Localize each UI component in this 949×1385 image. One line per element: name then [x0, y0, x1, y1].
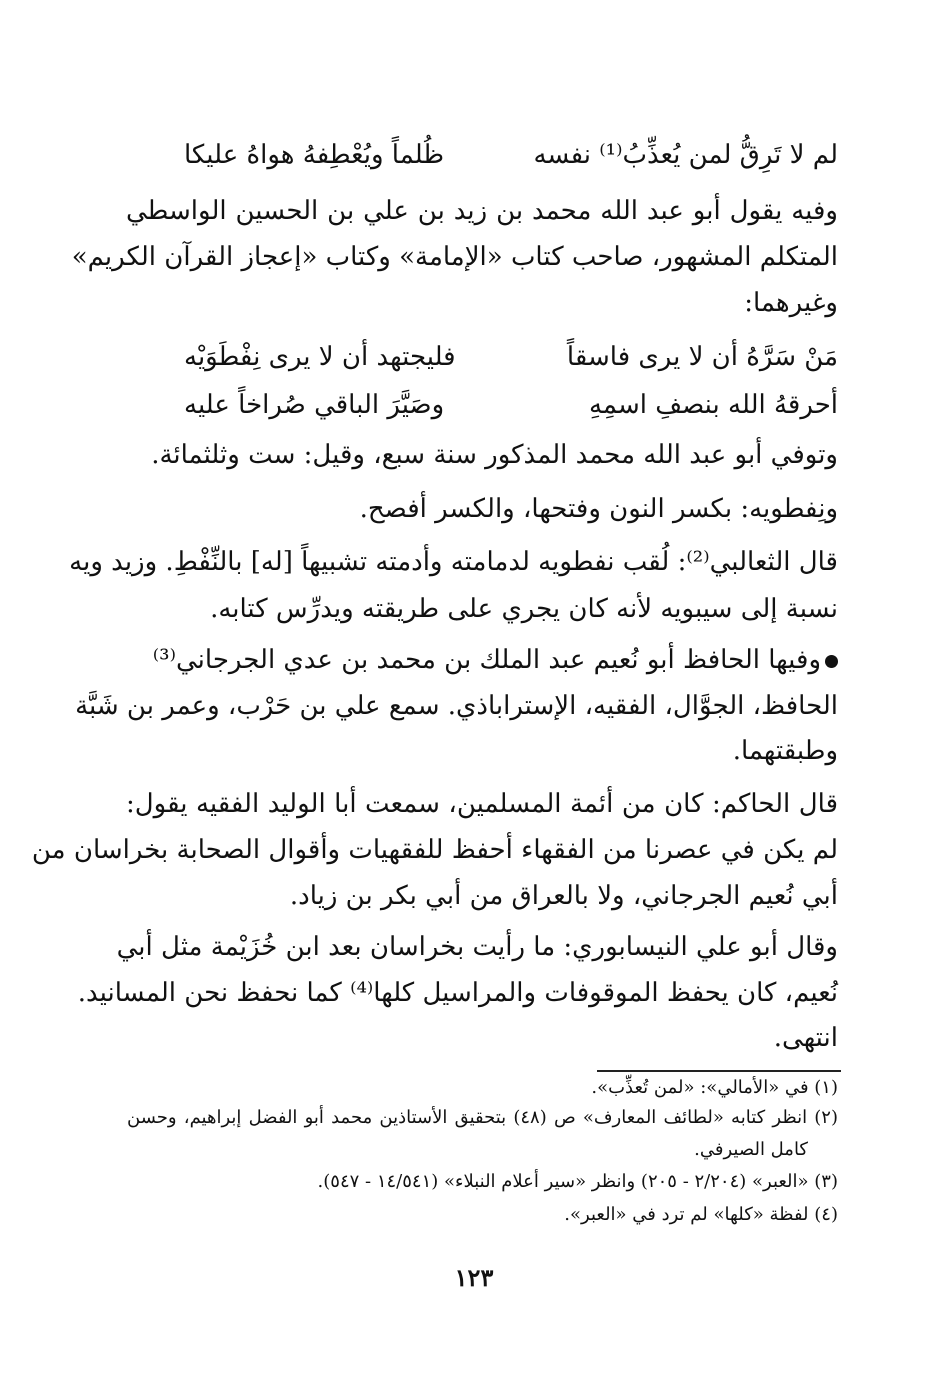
para6-line3: أبي نُعيم الجرجاني، ولا بالعراق من أبي بكر بن زياد. — [289, 881, 838, 911]
para5-line2: الحافظ، الجوَّال، الفقيه، الإستراباذي. سمع علي بن حَرْب، وعمر بن شَبَّة — [75, 691, 838, 721]
para1-line1: وفيه يقول أبو عبد الله محمد بن زيد بن علي بن الحسين الواسطي — [126, 196, 838, 226]
para1-line2: المتكلم المشهور، صاحب كتاب «الإمامة» وكتاب «إعجاز القرآن الكريم» — [71, 242, 838, 272]
footnote-3: (٣) «العبر» (٢/٢٠٤ - ٢٠٥) وانظر «سير أعلام النبلاء» (١٤/٥٤١ - ٥٤٧). — [317, 1171, 838, 1192]
para7-line3: انتهى. — [773, 1023, 838, 1053]
footnote-2-line2: كامل الصيرفي. — [694, 1139, 808, 1160]
para5-line1-text: وفيها الحافظ أبو نُعيم عبد الملك بن محمد بن عدي الجرجاني⁽³⁾ — [152, 645, 821, 675]
para4-line1: قال الثعالبي⁽²⁾: لُقب نفطويه لدمامته وأدمته تشبيهاً [له] بالنِّفْطِ. وزيد ويه — [69, 547, 838, 577]
footnote-separator — [597, 1070, 841, 1072]
para5-line3: وطبقتهما. — [732, 736, 838, 766]
para7-line2: نُعيم، كان يحفظ الموقوفات والمراسيل كلها⁽⁴⁾ كما نحفظ نحن المسانيد. — [77, 978, 838, 1008]
para4-line2: نسبة إلى سيبويه لأنه كان يجري على طريقته ويدرِّس كتابه. — [210, 594, 838, 624]
verse3-first-hemistich: أحرقهُ الله بنصفِ اسمِهِ — [588, 390, 838, 420]
verse3-second-hemistich: وصَيَّرَ الباقي صُراخاً عليه — [184, 390, 445, 420]
para6-line1: قال الحاكم: كان من أئمة المسلمين، سمعت أبا الوليد الفقيه يقول: — [126, 789, 838, 819]
footnote-2-line1: (٢) انظر كتابه «لطائف المعارف» ص (٤٨) بتحقيق الأستاذين محمد أبو الفضل إبراهيم، وحسن — [127, 1107, 838, 1128]
verse1-second-hemistich: ظُلماً ويُعْطِفهُ هواهُ عليكا — [184, 140, 445, 170]
para6-line2: لم يكن في عصرنا من الفقهاء أحفظ للفقهيات وأقوال الصحابة بخراسان من — [31, 835, 838, 865]
para7-line1: وقال أبو علي النيسابوري: ما رأيت بخراسان بعد ابن خُزَيْمة مثل أبي — [116, 932, 838, 962]
verse2-first-hemistich: مَنْ سَرَّهُ أن لا يرى فاسقاً — [566, 342, 838, 372]
para2-line1: وتوفي أبو عبد الله محمد المذكور سنة سبع، وقيل: ست وثلثمائة. — [151, 440, 838, 470]
footnote-1: (١) في «الأمالي»: «لمن تُعذِّب». — [591, 1077, 838, 1098]
para3-line1: ونِفطويه: بكسر النون وفتحها، والكسر أفصح. — [359, 494, 838, 524]
para1-line3: وغيرهما: — [744, 288, 838, 318]
footnote-4: (٤) لفظة «كلها» لم ترد في «العبر». — [564, 1204, 838, 1225]
bullet-icon — [825, 655, 838, 668]
verse1-first-hemistich: لم لا تَرِقُّ لمن يُعذِّبُ⁽¹⁾ نفسه — [533, 140, 838, 170]
page-number: ١٢٣ — [454, 1263, 494, 1292]
para5-line1 — [153, 640, 838, 680]
verse2-second-hemistich: فليجتهد أن لا يرى نِفْطَوَيْه — [184, 342, 456, 372]
